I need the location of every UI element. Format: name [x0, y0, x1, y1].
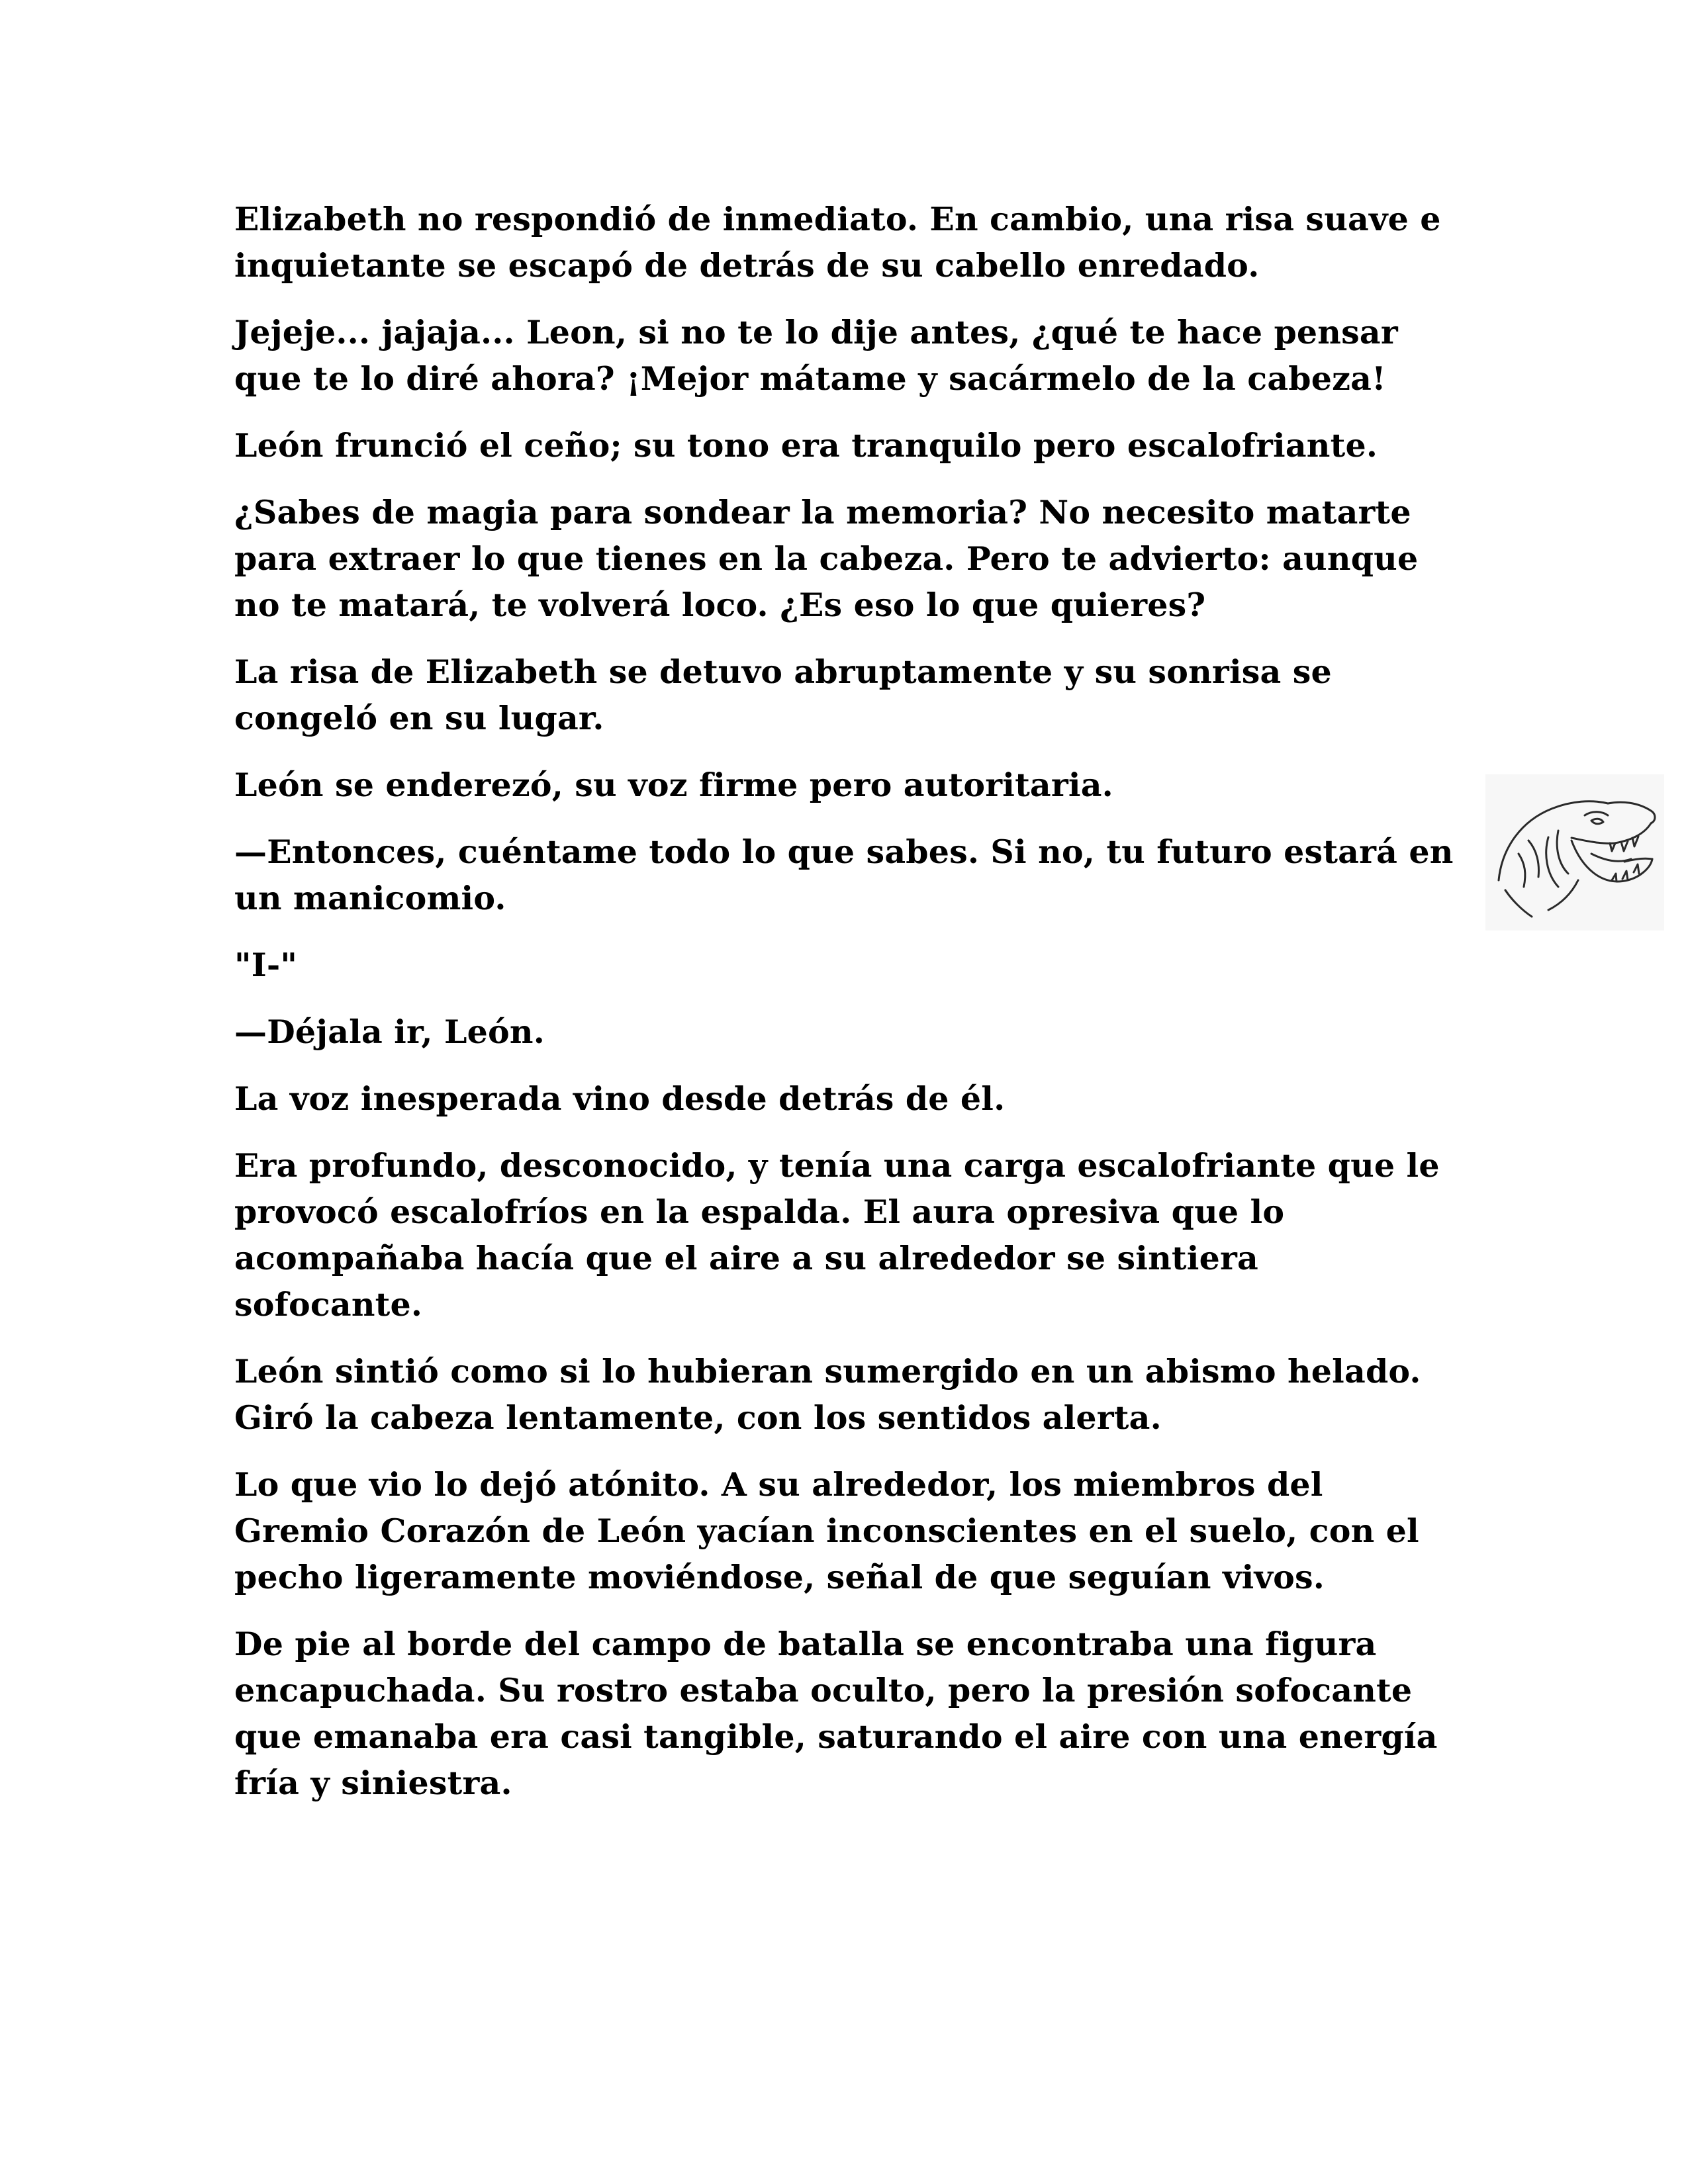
paragraph-5: La risa de Elizabeth se detuvo abruptamente y su sonrisa se congeló en su lugar.	[234, 653, 1332, 737]
dinosaur-head-sketch-icon	[1485, 774, 1664, 931]
paragraph-6: León se enderezó, su voz firme pero autoritaria.	[234, 766, 1113, 804]
paragraph-10: La voz inesperada vino desde detrás de él.	[234, 1079, 1006, 1118]
paragraph-3: León frunció el ceño; su tono era tranquilo pero escalofriante.	[234, 426, 1378, 465]
paragraph-1: Elizabeth no respondió de inmediato. En cambio, una risa suave e inquietante se escapó de detrás de su cabello enredado.	[234, 200, 1441, 285]
paragraph-9: —Déjala ir, León.	[234, 1013, 545, 1051]
paragraph-11: Era profundo, desconocido, y tenía una carga escalofriante que le provocó escalofríos en la espalda. El aura opresiva que lo acompañaba hacía que el aire a su alrededor se sintiera sofocante.	[234, 1146, 1440, 1324]
paragraph-8: "I-"	[234, 946, 298, 984]
paragraph-7: —Entonces, cuéntame todo lo que sabes. Si no, tu futuro estará en un manicomio.	[234, 833, 1454, 917]
paragraph-13: Lo que vio lo dejó atónito. A su alrededor, los miembros del Gremio Corazón de León yacían inconscientes en el suelo, con el pecho ligeramente moviéndose, señal de que seguían vivos.	[234, 1465, 1419, 1596]
paragraph-12: León sintió como si lo hubieran sumergido en un abismo helado. Giró la cabeza lentamente, con los sentidos alerta.	[234, 1352, 1421, 1437]
paragraph-4: ¿Sabes de magia para sondear la memoria? No necesito matarte para extraer lo que tienes en la cabeza. Pero te advierto: aunque no te matará, te volverá loco. ¿Es eso lo que quieres?	[234, 493, 1419, 624]
paragraph-14: De pie al borde del campo de batalla se encontraba una figura encapuchada. Su rostro estaba oculto, pero la presión sofocante que emanaba era casi tangible, saturando el aire con una energía fría y siniestra.	[234, 1625, 1438, 1802]
paragraph-2: Jejeje... jajaja... Leon, si no te lo dije antes, ¿qué te hace pensar que te lo diré ahora? ¡Mejor mátame y sacármelo de la cabeza!	[234, 313, 1398, 398]
document-body	[234, 196, 1456, 1827]
